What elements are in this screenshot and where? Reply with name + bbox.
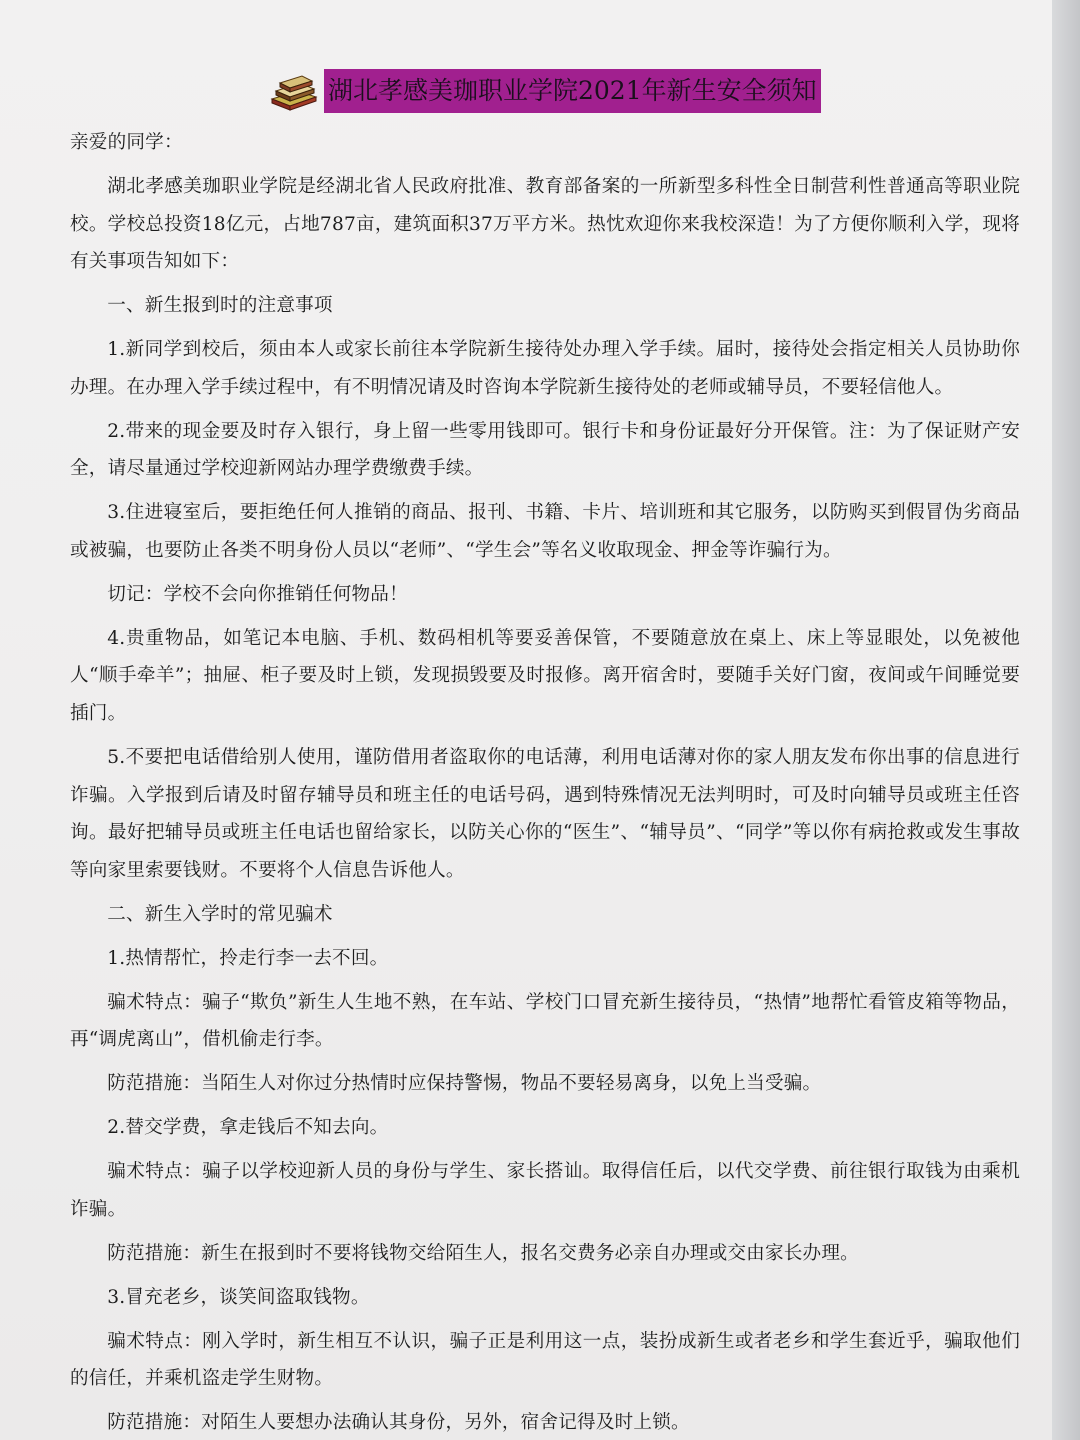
paragraph-item-3: 3.住进寝室后，要拒绝任何人推销的商品、报刊、书籍、卡片、培训班和其它服务，以防购买到假冒伪劣商品或被骗，也要防止各类不明身份人员以“老师”、“学生会”等名义收取现金、押金等诈骗行为。 — [70, 502, 1020, 561]
section-heading-2: 二、新生入学时的常见骗术 — [107, 903, 333, 925]
document-body — [70, 124, 1020, 1440]
scam-2-prevention: 防范措施：新生在报到时不要将钱物交给陌生人，报名交费务必亲自办理或交由家长办理。 — [107, 1242, 859, 1264]
greeting: 亲爱的同学： — [70, 132, 183, 153]
paragraph-item-2: 2.带来的现金要及时存入银行，身上留一些零用钱即可。银行卡和身份证最好分开保管。注：为了保证财产安全，请尽量通过学校迎新网站办理学费缴费手续。 — [70, 420, 1020, 480]
paragraph-item-1: 1.新同学到校后，须由本人或家长前往本学院新生接待处办理入学手续。届时，接待处会指定相关人员协助你办理。在办理入学手续过程中，有不明情况请及时咨询本学院新生接待处的老师或辅导员，不要轻信他人。 — [70, 339, 1020, 398]
section-heading-1: 一、新生报到时的注意事项 — [107, 295, 333, 317]
paragraph-reminder: 切记：学校不会向你推销任何物品！ — [107, 583, 408, 605]
document-title: 湖北孝感美珈职业学院2021年新生安全须知 — [324, 69, 821, 113]
scam-3-title: 3.冒充老乡，谈笑间盗取钱物。 — [107, 1286, 370, 1308]
intro-paragraph: 湖北孝感美珈职业学院是经湖北省人民政府批准、教育部备案的一所新型多科性全日制营利性普通高等职业院校。学校总投资18亿元，占地787亩，建筑面积37万平方米。热忱欢迎你来我校深造！为了方便你顺利入学，现将有关事项告知如下： — [70, 175, 1020, 273]
scam-2-title: 2.替交学费，拿走钱后不知去向。 — [107, 1117, 389, 1139]
scam-3-prevention: 防范措施：对陌生人要想办法确认其身份，另外，宿舍记得及时上锁。 — [107, 1412, 690, 1434]
scam-3-features: 骗术特点：刚入学时，新生相互不认识，骗子正是利用这一点，装扮成新生或者老乡和学生套近乎，骗取他们的信任，并乘机盗走学生财物。 — [70, 1330, 1020, 1390]
paragraph-item-4: 4.贵重物品，如笔记本电脑、手机、数码相机等要妥善保管，不要随意放在桌上、床上等显眼处，以免被他人“顺手牵羊”；抽屉、柜子要及时上锁，发现损毁要及时报修。离开宿舍时，要随手关好门窗，夜间或午间睡觉要插门。 — [70, 627, 1020, 725]
books-icon — [268, 69, 320, 113]
paragraph-item-5: 5.不要把电话借给别人使用，谨防借用者盗取你的电话薄，利用电话薄对你的家人朋友发布你出事的信息进行诈骗。入学报到后请及时留存辅导员和班主任的电话号码，遇到特殊情况无法判明时，可及时向辅导员或班主任咨询。最好把辅导员或班主任电话也留给家长，以防关心你的“医生”、“辅导员”、“同学”等以你有病抢救或发生事故等向家里索要钱财。不要将个人信息告诉他人。 — [70, 747, 1020, 881]
page-edge — [1052, 0, 1080, 1440]
title-row — [268, 66, 821, 116]
scam-1-prevention: 防范措施：当陌生人对你过分热情时应保持警惕，物品不要轻易离身，以免上当受骗。 — [107, 1073, 822, 1095]
scam-1-features: 骗术特点：骗子“欺负”新生人生地不熟，在车站、学校门口冒充新生接待员，“热情”地帮忙看管皮箱等物品，再“调虎离山”，借机偷走行李。 — [70, 991, 1020, 1051]
scam-1-title: 1.热情帮忙，拎走行李一去不回。 — [107, 947, 389, 969]
scam-2-features: 骗术特点：骗子以学校迎新人员的身份与学生、家长搭讪。取得信任后，以代交学费、前往银行取钱为由乘机诈骗。 — [70, 1161, 1020, 1220]
